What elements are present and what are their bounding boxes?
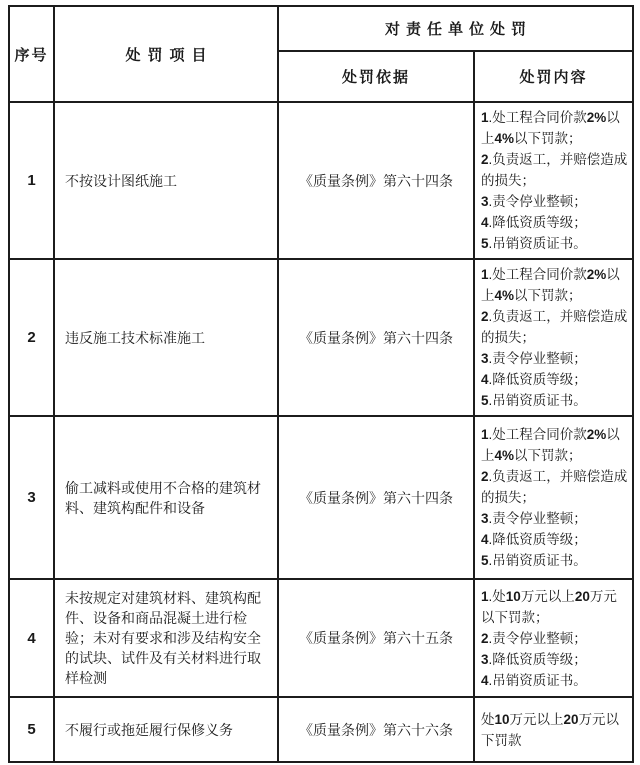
content-line: 3.责令停业整顿； — [481, 351, 587, 366]
cell-basis: 《质量条例》第六十五条 — [278, 579, 474, 697]
cell-content — [474, 697, 633, 762]
header-basis: 处罚依据 — [278, 51, 474, 102]
content-line: 4.降低资质等级； — [481, 372, 587, 387]
content-line: 4.降低资质等级； — [481, 532, 587, 547]
content-line: 2.负责返工，并赔偿造成的损失； — [481, 469, 628, 505]
cell-content — [474, 579, 633, 697]
table-row — [9, 259, 633, 416]
cell-index: 3 — [9, 416, 54, 579]
content-line: 3.责令停业整顿； — [481, 194, 587, 209]
cell-item: 不按设计图纸施工 — [54, 102, 278, 259]
cell-basis: 《质量条例》第六十四条 — [278, 259, 474, 416]
table-row — [9, 102, 633, 259]
content-line: 5.吊销资质证书。 — [481, 236, 587, 251]
cell-index: 4 — [9, 579, 54, 697]
cell-content — [474, 102, 633, 259]
cell-basis: 《质量条例》第六十四条 — [278, 102, 474, 259]
content-line: 3.降低资质等级； — [481, 651, 587, 667]
cell-item: 不履行或拖延履行保修义务 — [54, 697, 278, 762]
content-line: 5.吊销资质证书。 — [481, 553, 587, 568]
header-row-top — [9, 6, 633, 51]
content-line: 4.降低资质等级； — [481, 215, 587, 230]
table-row — [9, 579, 633, 697]
content-line: 2.负责返工，并赔偿造成的损失； — [481, 152, 628, 188]
cell-index: 1 — [9, 102, 54, 259]
cell-basis: 《质量条例》第六十六条 — [278, 697, 474, 762]
table-row — [9, 697, 633, 762]
header-index: 序号 — [9, 6, 54, 102]
content-line: 1.处工程合同价款2%以上4%以下罚款； — [481, 267, 620, 303]
header-group: 对责任单位处罚 — [278, 6, 633, 51]
cell-index: 5 — [9, 697, 54, 762]
cell-content — [474, 259, 633, 416]
content-line: 2.负责返工，并赔偿造成的损失； — [481, 309, 628, 345]
content-line: 3.责令停业整顿； — [481, 511, 587, 526]
content-line: 处10万元以上20万元以下罚款 — [481, 711, 620, 748]
cell-item: 未按规定对建筑材料、建筑构配件、设备和商品混凝土进行检验；未对有要求和涉及结构安全的试块、试件及有关材料进行取样检测 — [54, 579, 278, 697]
cell-index: 2 — [9, 259, 54, 416]
content-line: 1.处工程合同价款2%以上4%以下罚款； — [481, 110, 620, 146]
table-row — [9, 416, 633, 579]
cell-basis: 《质量条例》第六十四条 — [278, 416, 474, 579]
cell-item: 违反施工技术标准施工 — [54, 259, 278, 416]
content-line: 4.吊销资质证书。 — [481, 672, 587, 688]
header-item: 处罚项目 — [54, 6, 278, 102]
content-line: 5.吊销资质证书。 — [481, 393, 587, 408]
content-line: 1.处工程合同价款2%以上4%以下罚款； — [481, 427, 620, 463]
content-line: 1.处10万元以上20万元以下罚款； — [481, 588, 617, 625]
cell-content — [474, 416, 633, 579]
header-content: 处罚内容 — [474, 51, 633, 102]
penalty-table — [8, 5, 634, 763]
content-line: 2.责令停业整顿； — [481, 630, 587, 646]
cell-item: 偷工减料或使用不合格的建筑材料、建筑构配件和设备 — [54, 416, 278, 579]
